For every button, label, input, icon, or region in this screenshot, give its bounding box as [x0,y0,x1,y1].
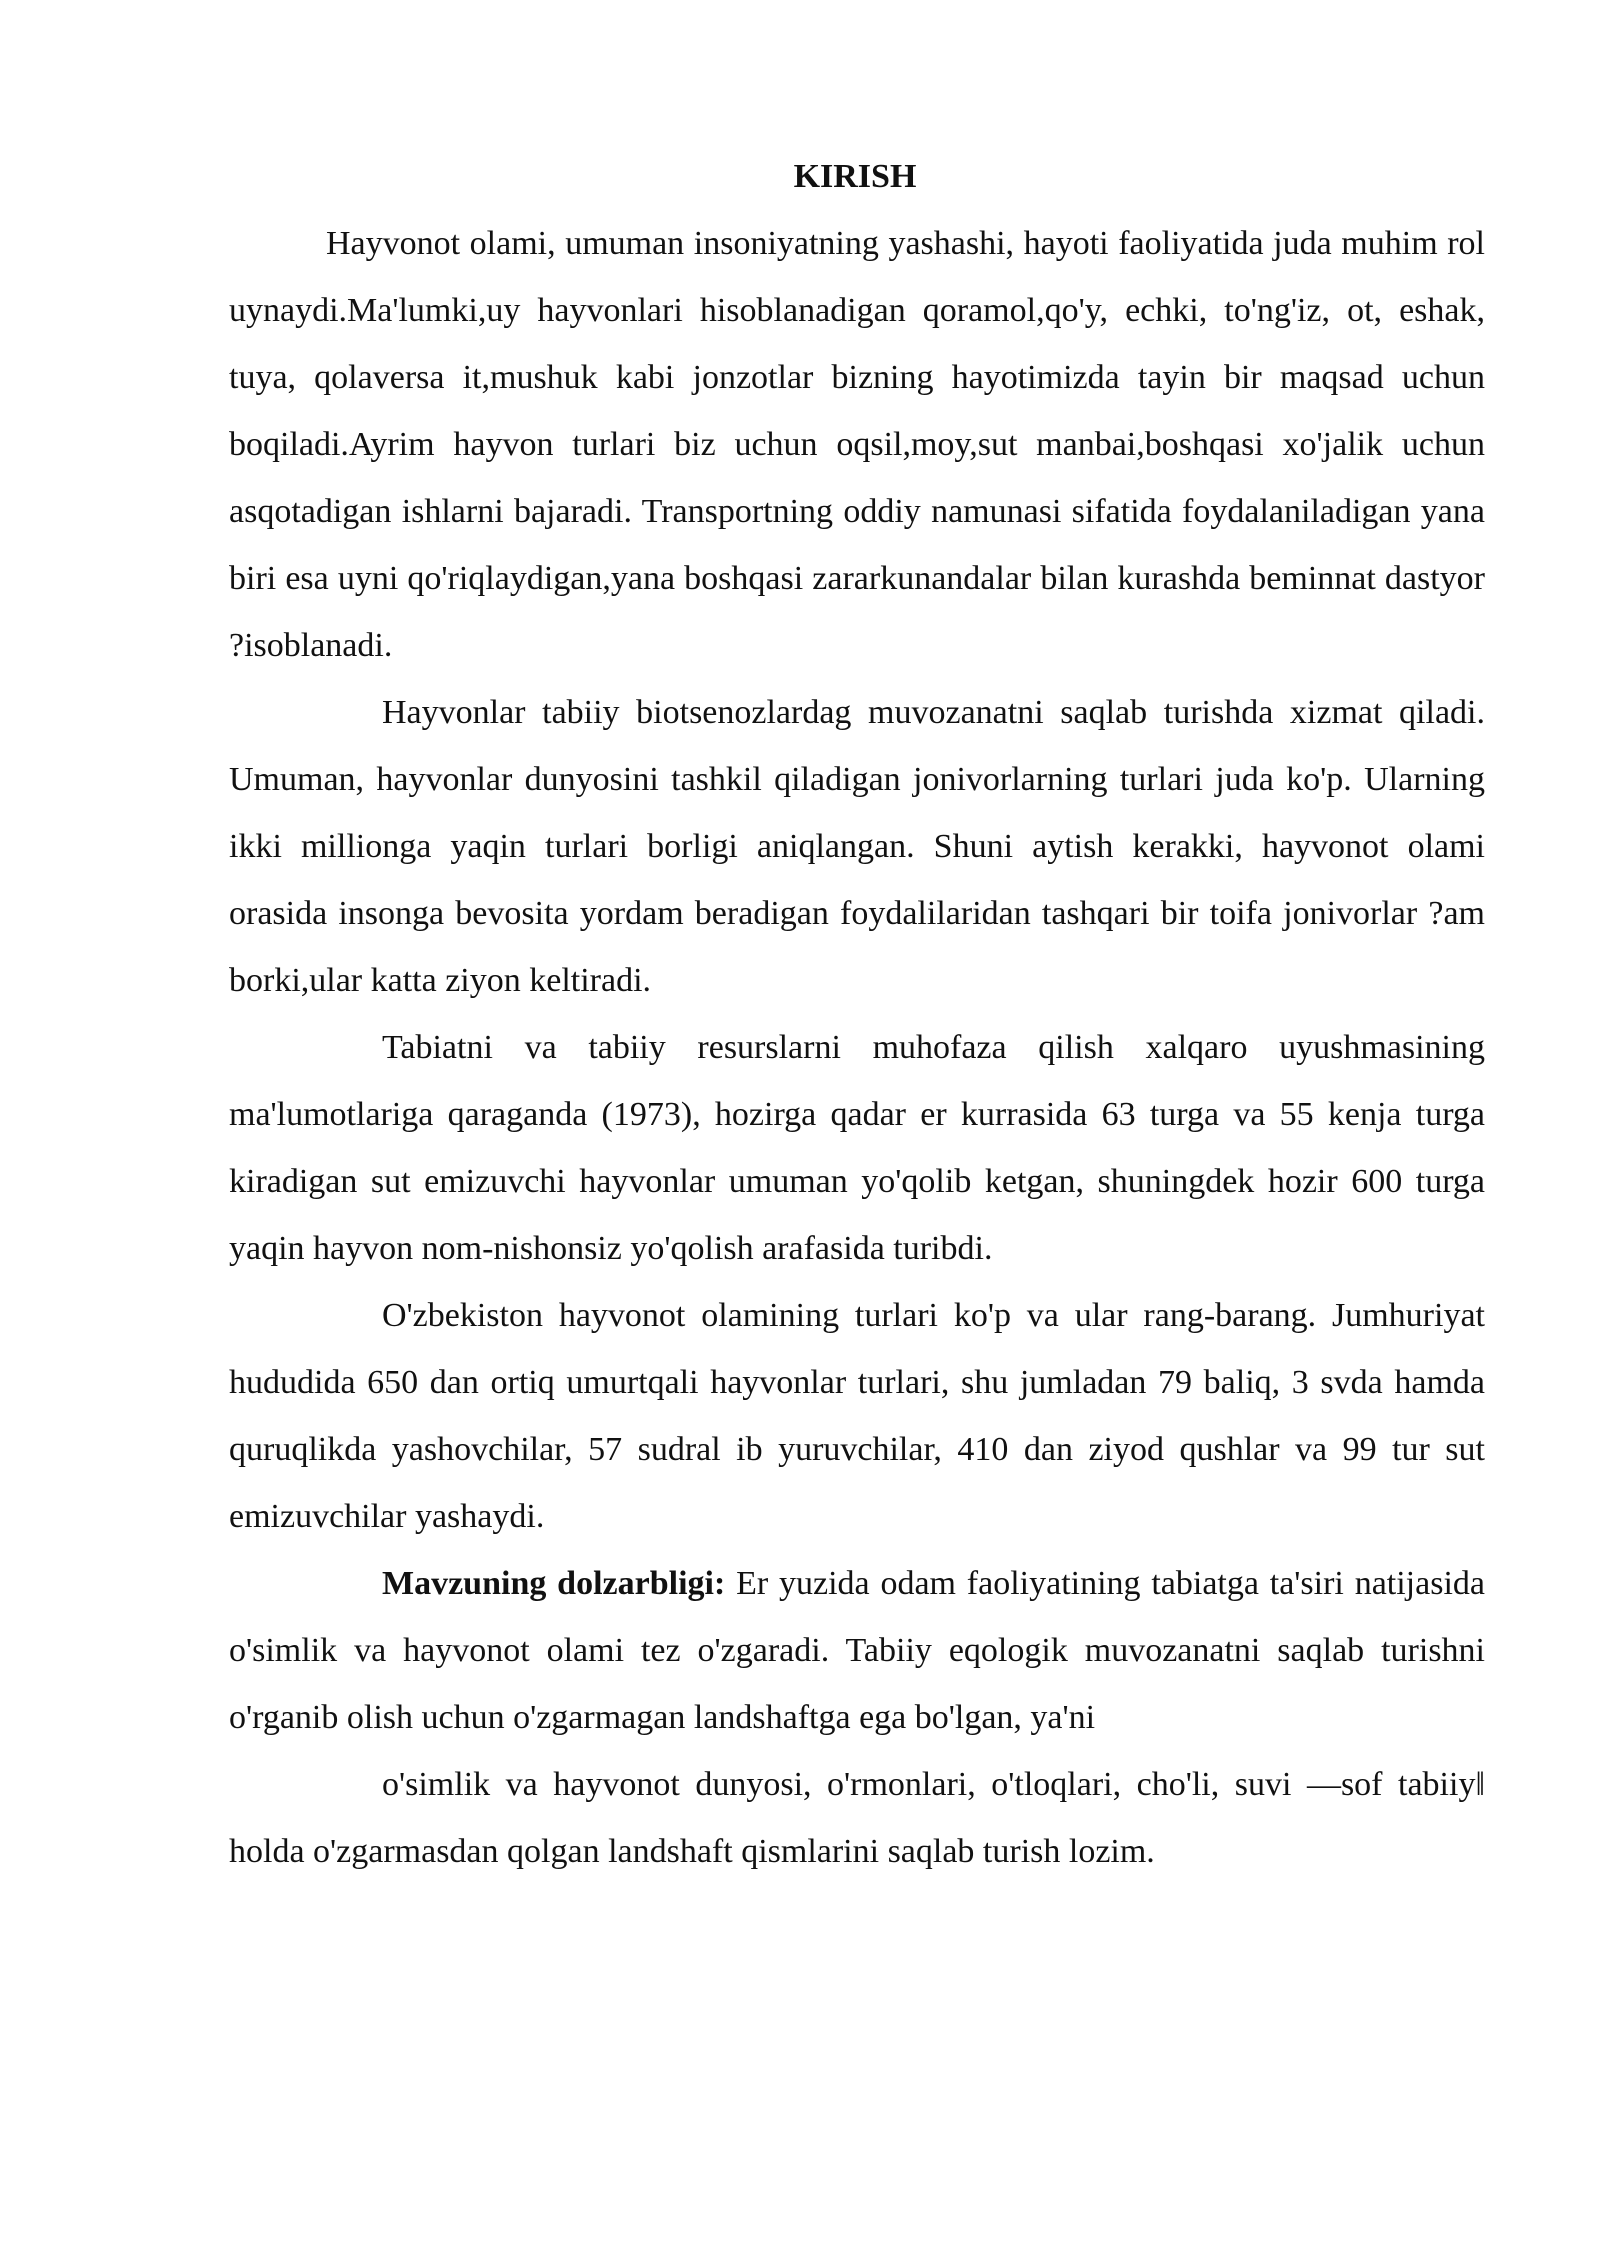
paragraph-relevance [229,1550,1485,1751]
relevance-label: Mavzuning dolzarbligi: [382,1565,726,1602]
document-body [229,210,1485,1885]
paragraph-continuation: o'simlik va hayvonot dunyosi, o'rmonlari, o'tloqlari, cho'li, suvi —sof tabiiy‖ holda o'zgarmasdan qolgan landshaft qismlarini saqlab turish lozim. [229,1766,1485,1870]
paragraph-extinction: Tabiatni va tabiiy resurslarni muhofaza qilish xalqaro uyushmasining ma'lumotlariga qaraganda (1973), hozirga qadar er kurrasida 63 turga va 55 kenja turga kiradigan sut emizuvchi hayvonlar umuman yo'qolib ketgan, shuningdek hozir 600 turga yaqin hayvon nom-nishonsiz yo'qolish arafasida turibdi. [229,1029,1485,1267]
paragraph-uzbekistan-fauna: O'zbekiston hayvonot olamining turlari ko'p va ular rang-barang. Jumhuriyat hududida 650 dan ortiq umurtqali hayvonlar turlari, shu jumladan 79 baliq, 3 svda hamda quruqlikda yashovchilar, 57 sudral ib yuruvchilar, 410 dan ziyod qushlar va 99 tur sut emizuvchilar yashaydi. [229,1297,1485,1535]
relevance-text: Er yuzida odam faoliyatining tabiatga ta'siri natijasida o'simlik va hayvonot olami tez o'zgaradi. Tabiiy eqologik muvozanatni saqlab turishni o'rganib olish uchun o'zgarmagan landshaftga ega bo'lgan, ya'ni [229,1565,1485,1736]
paragraph-intro: Hayvonot olami, umuman insoniyatning yashashi, hayoti faoliyatida juda muhim rol uynaydi.Ma'lumki,uy hayvonlari hisoblanadigan qoramol,qo'y, echki, to'ng'iz, ot, eshak, tuya, qolaversa it,mushuk kabi jonzotlar bizning hayotimizda tayin bir maqsad uchun boqiladi.Ayrim hayvon turlari biz uchun oqsil,moy,sut manbai,boshqasi xo'jalik uchun asqotadigan ishlarni bajaradi. Transportning oddiy namunasi sifatida foydalaniladigan yana biri esa uyni qo'riqlaydigan,yana boshqasi zararkunandalar bilan kurashda beminnat dastyor ?isoblanadi. [229,225,1485,664]
paragraph-biocenosis: Hayvonlar tabiiy biotsenozlardag muvozanatni saqlab turishda xizmat qiladi. Umuman, hayvonlar dunyosini tashkil qiladigan jonivorlarning turlari juda ko'p. Ularning ikki millionga yaqin turlari borligi aniqlangan. Shuni aytish kerakki, hayvonot olami orasida insonga bevosita yordam beradigan foydalilaridan tashqari bir toifa jonivorlar ?am borki,ular katta ziyon keltiradi. [229,694,1485,999]
document-title: KIRISH [793,158,917,195]
